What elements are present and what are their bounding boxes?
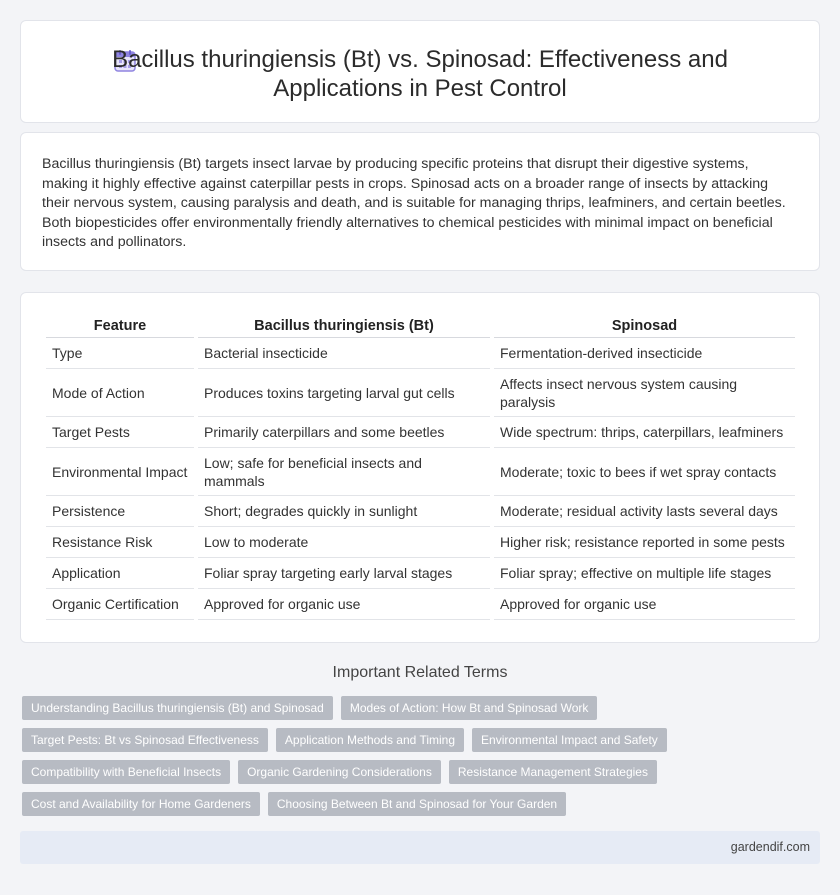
bt-cell: Low to moderate xyxy=(198,527,490,558)
bt-cell: Approved for organic use xyxy=(198,589,490,620)
related-term-tag[interactable]: Application Methods and Timing xyxy=(276,728,464,752)
intro-paragraph: Bacillus thuringiensis (Bt) targets insect larvae by producing specific proteins that disrupt their digestive systems, making it highly effective against caterpillar pests in crops. Spinosad acts on a broader range of insects by attacking their nervous system, causing paralysis and death, and is suitable for managing thrips, leafminers, and certain beetles. Both biopesticides offer environmentally friendly alternatives to chemical pesticides with minimal impact on beneficial insects and pollinators. xyxy=(42,156,786,251)
spinosad-cell: Affects insect nervous system causing paralysis xyxy=(494,369,795,417)
column-header-spinosad: Spinosad xyxy=(494,313,795,338)
bt-cell: Short; degrades quickly in sunlight xyxy=(198,496,490,527)
table-row xyxy=(46,448,795,496)
page-title: Bacillus thuringiensis (Bt) vs. Spinosad: Effectiveness and Applications in Pest Control xyxy=(112,46,728,102)
header-card xyxy=(20,20,820,123)
column-header-feature: Feature xyxy=(46,313,194,338)
table-row xyxy=(46,527,795,558)
feature-cell: Application xyxy=(46,558,194,589)
related-term-tag[interactable]: Understanding Bacillus thuringiensis (Bt) and Spinosad xyxy=(22,696,333,720)
spinosad-cell: Fermentation-derived insecticide xyxy=(494,338,795,369)
spinosad-cell: Moderate; toxic to bees if wet spray contacts xyxy=(494,448,795,496)
related-term-tag[interactable]: Resistance Management Strategies xyxy=(449,760,657,784)
feature-cell: Type xyxy=(46,338,194,369)
feature-cell: Target Pests xyxy=(46,417,194,448)
feature-cell: Persistence xyxy=(46,496,194,527)
comparison-table-card xyxy=(20,292,820,643)
table-row xyxy=(46,369,795,417)
column-header-bt: Bacillus thuringiensis (Bt) xyxy=(198,313,490,338)
bt-cell: Low; safe for beneficial insects and mammals xyxy=(198,448,490,496)
related-term-tag[interactable]: Choosing Between Bt and Spinosad for Your Garden xyxy=(268,792,566,816)
related-term-tag[interactable]: Modes of Action: How Bt and Spinosad Work xyxy=(341,696,598,720)
comparison-table xyxy=(42,313,799,620)
feature-cell: Environmental Impact xyxy=(46,448,194,496)
related-term-tag[interactable]: Cost and Availability for Home Gardeners xyxy=(22,792,260,816)
related-term-tag[interactable]: Compatibility with Beneficial Insects xyxy=(22,760,230,784)
related-terms-tags xyxy=(22,696,662,824)
site-credit: gardendif.com xyxy=(730,840,810,854)
feature-cell: Resistance Risk xyxy=(46,527,194,558)
spinosad-cell: Approved for organic use xyxy=(494,589,795,620)
table-row xyxy=(46,558,795,589)
feature-cell: Organic Certification xyxy=(46,589,194,620)
spinosad-cell: Foliar spray; effective on multiple life stages xyxy=(494,558,795,589)
table-row xyxy=(46,338,795,369)
related-term-tag[interactable]: Environmental Impact and Safety xyxy=(472,728,667,752)
feature-cell: Mode of Action xyxy=(46,369,194,417)
spinosad-cell: Wide spectrum: thrips, caterpillars, leafminers xyxy=(494,417,795,448)
table-row xyxy=(46,589,795,620)
table-header-row xyxy=(46,313,795,338)
related-term-tag[interactable]: Target Pests: Bt vs Spinosad Effectiveness xyxy=(22,728,268,752)
related-terms-heading: Important Related Terms xyxy=(332,664,508,681)
intro-card xyxy=(20,132,820,271)
table-row xyxy=(46,417,795,448)
bt-cell: Bacterial insecticide xyxy=(198,338,490,369)
spinosad-cell: Higher risk; resistance reported in some pests xyxy=(494,527,795,558)
bt-cell: Foliar spray targeting early larval stages xyxy=(198,558,490,589)
table-row xyxy=(46,496,795,527)
related-term-tag[interactable]: Organic Gardening Considerations xyxy=(238,760,441,784)
bt-cell: Primarily caterpillars and some beetles xyxy=(198,417,490,448)
spinosad-cell: Moderate; residual activity lasts several days xyxy=(494,496,795,527)
bt-cell: Produces toxins targeting larval gut cells xyxy=(198,369,490,417)
footer-bar xyxy=(20,831,820,864)
